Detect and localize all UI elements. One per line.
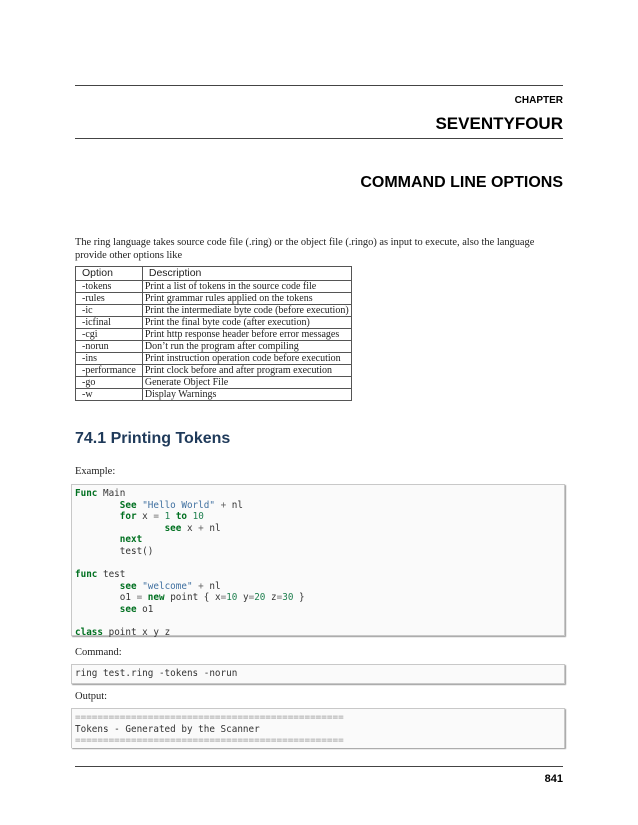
chapter-title: COMMAND LINE OPTIONS — [360, 174, 563, 191]
table-row — [76, 377, 352, 389]
column-header-description: Description — [142, 267, 351, 281]
description-cell: Print a list of tokens in the source code file — [142, 281, 351, 293]
output-line: ================================================ — [75, 712, 344, 723]
table-row — [76, 389, 352, 401]
command-line: ring test.ring -tokens -norun — [75, 668, 238, 679]
table-header-row — [76, 267, 352, 281]
option-cell: -rules — [76, 293, 143, 305]
code-token: = — [220, 592, 227, 604]
option-cell: -norun — [76, 341, 143, 353]
code-token: to — [175, 511, 188, 523]
code-token: Main — [97, 488, 126, 499]
code-token: new — [147, 592, 165, 604]
code-token: = — [153, 511, 159, 523]
description-cell: Display Warnings — [142, 389, 351, 401]
code-token: 1 — [164, 511, 171, 523]
table-row — [76, 281, 352, 293]
code-token: see — [164, 522, 182, 534]
code-token: nl — [226, 499, 243, 511]
description-cell: Print the final byte code (after execution) — [142, 317, 351, 329]
option-cell: -tokens — [76, 281, 143, 293]
code-line — [75, 488, 561, 500]
code-line — [75, 604, 561, 616]
code-token: func — [75, 569, 98, 581]
code-token: = — [136, 592, 143, 604]
output-label: Output: — [75, 691, 108, 702]
chapter-label: CHAPTER — [514, 95, 563, 106]
code-token: + — [198, 522, 204, 534]
code-token: 30 — [282, 592, 294, 604]
code-token: See — [119, 499, 137, 511]
description-cell: Print the intermediate byte code (before execution) — [142, 305, 351, 317]
code-token: y — [237, 592, 249, 604]
header-bottom-rule — [75, 138, 563, 139]
code-token — [75, 511, 120, 522]
code-token — [75, 500, 120, 511]
code-token: = — [248, 592, 255, 604]
option-cell: -performance — [76, 365, 143, 377]
code-token: class — [75, 627, 103, 639]
code-token: test — [97, 569, 126, 581]
code-token: 10 — [226, 592, 238, 604]
code-token: 20 — [254, 592, 266, 604]
code-token — [75, 534, 120, 545]
example-code-block — [71, 484, 565, 639]
table-row — [76, 341, 352, 353]
code-line — [75, 534, 561, 546]
code-token: Func — [75, 488, 98, 499]
page-number: 841 — [544, 773, 563, 785]
description-cell: Print clock before and after program execution — [142, 365, 351, 377]
output-line: ================================================ — [75, 735, 344, 747]
table-row — [76, 305, 352, 317]
description-cell: Generate Object File — [142, 377, 351, 389]
chapter-number: SEVENTYFOUR — [435, 114, 563, 133]
code-token: = — [276, 592, 283, 604]
description-cell: Print http response header before error messages — [142, 329, 351, 341]
code-token: z — [265, 592, 277, 604]
code-token: "Hello World" — [142, 499, 215, 511]
description-cell: Print instruction operation code before execution — [142, 353, 351, 365]
code-line — [75, 616, 561, 628]
code-line — [75, 581, 561, 593]
code-line — [75, 546, 561, 558]
options-table-body — [76, 281, 352, 401]
header-top-rule — [75, 85, 563, 86]
options-table — [75, 266, 352, 401]
code-token: + — [220, 499, 227, 511]
code-token: see — [119, 603, 137, 615]
code-token: point x y z — [103, 627, 171, 639]
code-token: + — [198, 580, 204, 592]
code-line — [75, 558, 561, 570]
code-line — [75, 523, 561, 535]
code-token — [75, 581, 120, 592]
footer-rule — [75, 766, 563, 767]
code-line — [75, 511, 561, 523]
option-cell: -go — [76, 377, 143, 389]
option-cell: -w — [76, 389, 143, 401]
option-cell: -icfinal — [76, 317, 143, 329]
code-line — [75, 627, 561, 639]
command-label: Command: — [75, 647, 122, 658]
option-cell: -cgi — [76, 329, 143, 341]
option-cell: -ins — [76, 353, 143, 365]
section-title: 74.1 Printing Tokens — [75, 430, 231, 447]
table-row — [76, 353, 352, 365]
code-token: "welcome" — [142, 580, 193, 592]
example-label: Example: — [75, 466, 116, 477]
code-token: x — [181, 522, 199, 534]
code-token: o1 — [136, 603, 154, 615]
code-token: test() — [75, 545, 154, 557]
code-token: } — [293, 592, 305, 604]
code-token: for — [119, 511, 137, 523]
table-row — [76, 329, 352, 341]
table-row — [76, 317, 352, 329]
output-line: Tokens - Generated by the Scanner — [75, 723, 260, 735]
table-row — [76, 293, 352, 305]
option-cell: -ic — [76, 305, 143, 317]
code-token: see — [119, 580, 137, 592]
description-cell: Print grammar rules applied on the tokens — [142, 293, 351, 305]
table-row — [76, 365, 352, 377]
intro-paragraph: The ring language takes source code file (.ring) or the object file (.ringo) as input to execute, also the language provide other options like — [75, 237, 535, 261]
code-token: x — [136, 511, 154, 523]
code-token: 10 — [192, 511, 204, 523]
code-token: next — [119, 534, 143, 546]
code-token — [75, 523, 165, 534]
code-token: point { x — [164, 592, 221, 604]
output-code-block — [71, 708, 565, 748]
code-line — [75, 592, 561, 604]
code-token: nl — [203, 580, 221, 592]
column-header-option: Option — [76, 267, 143, 281]
description-cell: Don’t run the program after compiling — [142, 341, 351, 353]
command-code-block — [71, 664, 565, 684]
code-token: nl — [203, 522, 221, 534]
code-token: o1 — [75, 592, 137, 604]
code-line — [75, 500, 561, 512]
code-line — [75, 569, 561, 581]
code-token — [75, 604, 120, 615]
